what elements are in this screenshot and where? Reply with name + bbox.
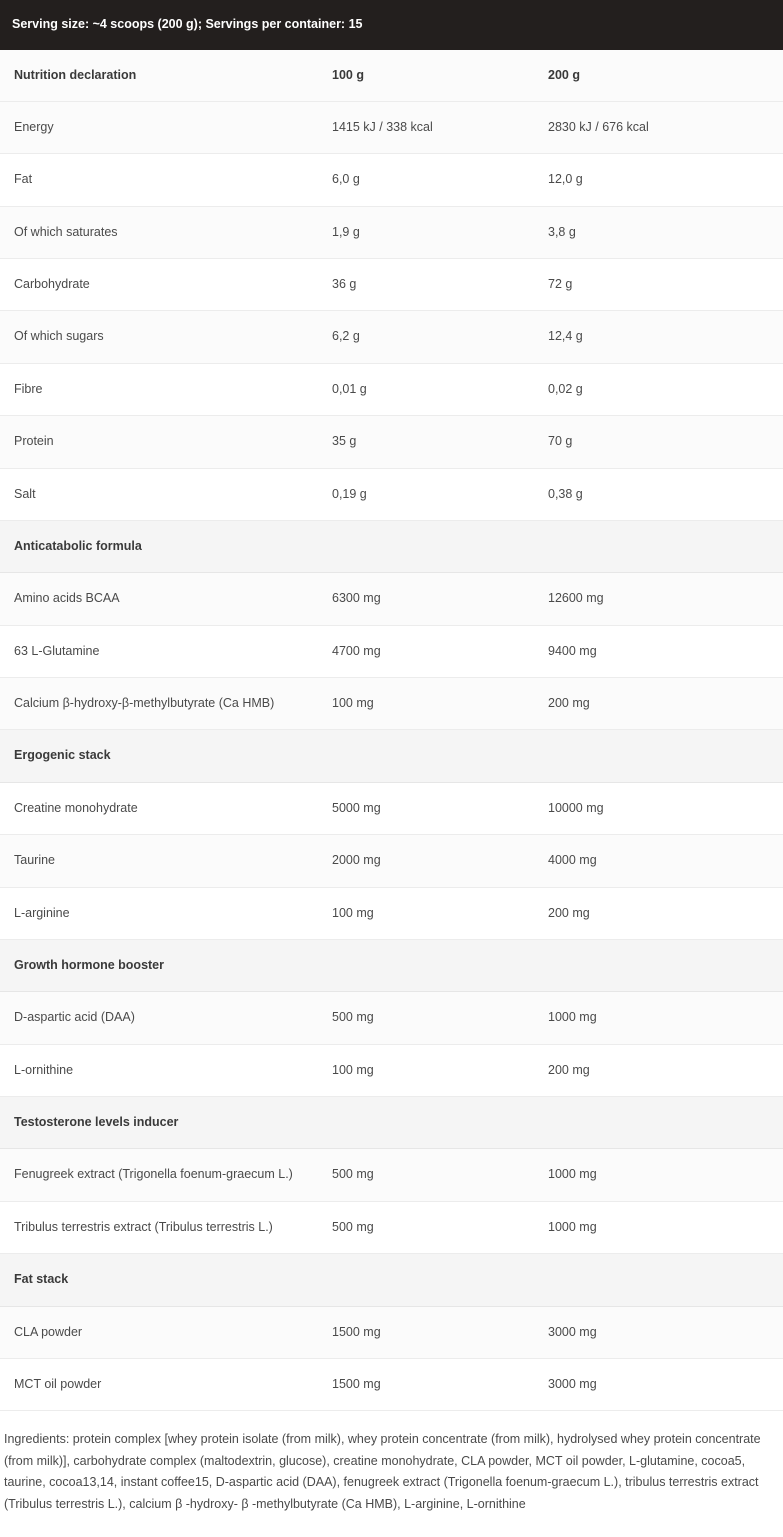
section-label: Ergogenic stack (0, 730, 318, 782)
value-200g: 2830 kJ / 676 kcal (534, 101, 783, 153)
value-100g (318, 520, 534, 572)
value-200g: 3000 mg (534, 1358, 783, 1410)
value-100g: 500 mg (318, 992, 534, 1044)
table-row (0, 678, 783, 730)
column-header-200g: 200 g (534, 50, 783, 102)
value-100g: 0,01 g (318, 363, 534, 415)
table-row (0, 1306, 783, 1358)
table-row (0, 992, 783, 1044)
nutrient-name: Calcium β-hydroxy-β-methylbutyrate (Ca HMB) (0, 678, 318, 730)
value-200g: 10000 mg (534, 782, 783, 834)
value-200g: 1000 mg (534, 1201, 783, 1253)
value-100g: 1500 mg (318, 1306, 534, 1358)
nutrient-name: Tribulus terrestris extract (Tribulus terrestris L.) (0, 1201, 318, 1253)
value-200g: 72 g (534, 259, 783, 311)
value-100g (318, 939, 534, 991)
column-header-name: Nutrition declaration (0, 50, 318, 102)
table-row (0, 887, 783, 939)
table-row (0, 206, 783, 258)
value-100g: 6,0 g (318, 154, 534, 206)
value-100g: 2000 mg (318, 835, 534, 887)
nutrient-name: CLA powder (0, 1306, 318, 1358)
table-section-row (0, 939, 783, 991)
table-row (0, 1149, 783, 1201)
value-200g (534, 1254, 783, 1306)
nutrient-name: L-ornithine (0, 1044, 318, 1096)
value-100g: 35 g (318, 416, 534, 468)
nutrition-declaration-table (0, 50, 783, 1412)
table-section-row (0, 1254, 783, 1306)
value-200g (534, 1097, 783, 1149)
section-label: Growth hormone booster (0, 939, 318, 991)
nutrient-name: Carbohydrate (0, 259, 318, 311)
value-200g: 200 mg (534, 1044, 783, 1096)
value-200g: 70 g (534, 416, 783, 468)
table-row (0, 573, 783, 625)
value-100g: 6300 mg (318, 573, 534, 625)
table-row (0, 363, 783, 415)
nutrient-name: Creatine monohydrate (0, 782, 318, 834)
value-100g: 4700 mg (318, 625, 534, 677)
value-200g (534, 939, 783, 991)
nutrient-name: L-arginine (0, 887, 318, 939)
value-200g: 12600 mg (534, 573, 783, 625)
value-100g: 500 mg (318, 1201, 534, 1253)
value-100g: 100 mg (318, 887, 534, 939)
value-200g: 12,4 g (534, 311, 783, 363)
value-200g: 0,02 g (534, 363, 783, 415)
nutrient-name: 63 L-Glutamine (0, 625, 318, 677)
value-200g: 200 mg (534, 678, 783, 730)
nutrient-name: Of which saturates (0, 206, 318, 258)
nutrient-name: Fibre (0, 363, 318, 415)
nutrient-name: Energy (0, 101, 318, 153)
value-100g: 1500 mg (318, 1358, 534, 1410)
value-100g (318, 1097, 534, 1149)
value-100g: 100 mg (318, 1044, 534, 1096)
section-label: Anticatabolic formula (0, 520, 318, 572)
table-row (0, 468, 783, 520)
table-row (0, 101, 783, 153)
value-200g (534, 520, 783, 572)
value-200g: 9400 mg (534, 625, 783, 677)
nutrient-name: MCT oil powder (0, 1358, 318, 1410)
nutrient-name: Salt (0, 468, 318, 520)
nutrient-name: Fenugreek extract (Trigonella foenum-graecum L.) (0, 1149, 318, 1201)
nutrient-name: Taurine (0, 835, 318, 887)
value-200g: 1000 mg (534, 992, 783, 1044)
table-row (0, 782, 783, 834)
table-section-row (0, 730, 783, 782)
value-200g (534, 730, 783, 782)
nutrient-name: Protein (0, 416, 318, 468)
nutrient-name: Fat (0, 154, 318, 206)
value-200g: 12,0 g (534, 154, 783, 206)
table-row (0, 1044, 783, 1096)
ingredients-paragraph: Ingredients: protein complex [whey protein isolate (from milk), whey protein concentrate (from milk), hydrolysed whey protein concentrate (from milk)], carbohydrate complex (maltodextrin, glucose), creatine monohydrate, CLA powder, MCT oil powder, L-glutamine, cocoa5, taurine, cocoa13,14, instant coffee15, D-aspartic acid (DAA), fenugreek extract (Trigonella foenum-graecum L.), tribulus terrestris extract (Tribulus terrestris L.), calcium β -hydroxy- β -methylbutyrate (Ca HMB), L-arginine, L-ornithine (0, 1411, 783, 1537)
serving-size-banner: Serving size: ~4 scoops (200 g); Servings per container: 15 (0, 0, 783, 50)
table-row (0, 259, 783, 311)
value-100g (318, 1254, 534, 1306)
value-100g: 500 mg (318, 1149, 534, 1201)
section-label: Testosterone levels inducer (0, 1097, 318, 1149)
table-row (0, 311, 783, 363)
value-100g: 6,2 g (318, 311, 534, 363)
table-row (0, 154, 783, 206)
value-200g: 0,38 g (534, 468, 783, 520)
table-header-row (0, 50, 783, 102)
value-200g: 3,8 g (534, 206, 783, 258)
table-body (0, 101, 783, 1410)
nutrient-name: D-aspartic acid (DAA) (0, 992, 318, 1044)
value-200g: 200 mg (534, 887, 783, 939)
table-section-row (0, 1097, 783, 1149)
table-row (0, 1358, 783, 1410)
column-header-100g: 100 g (318, 50, 534, 102)
nutrient-name: Amino acids BCAA (0, 573, 318, 625)
value-100g: 0,19 g (318, 468, 534, 520)
table-row (0, 625, 783, 677)
value-200g: 1000 mg (534, 1149, 783, 1201)
section-label: Fat stack (0, 1254, 318, 1306)
value-100g: 36 g (318, 259, 534, 311)
value-100g: 100 mg (318, 678, 534, 730)
value-100g: 5000 mg (318, 782, 534, 834)
nutrient-name: Of which sugars (0, 311, 318, 363)
table-row (0, 1201, 783, 1253)
value-100g (318, 730, 534, 782)
value-200g: 3000 mg (534, 1306, 783, 1358)
table-section-row (0, 520, 783, 572)
value-100g: 1415 kJ / 338 kcal (318, 101, 534, 153)
table-row (0, 416, 783, 468)
value-200g: 4000 mg (534, 835, 783, 887)
value-100g: 1,9 g (318, 206, 534, 258)
table-row (0, 835, 783, 887)
